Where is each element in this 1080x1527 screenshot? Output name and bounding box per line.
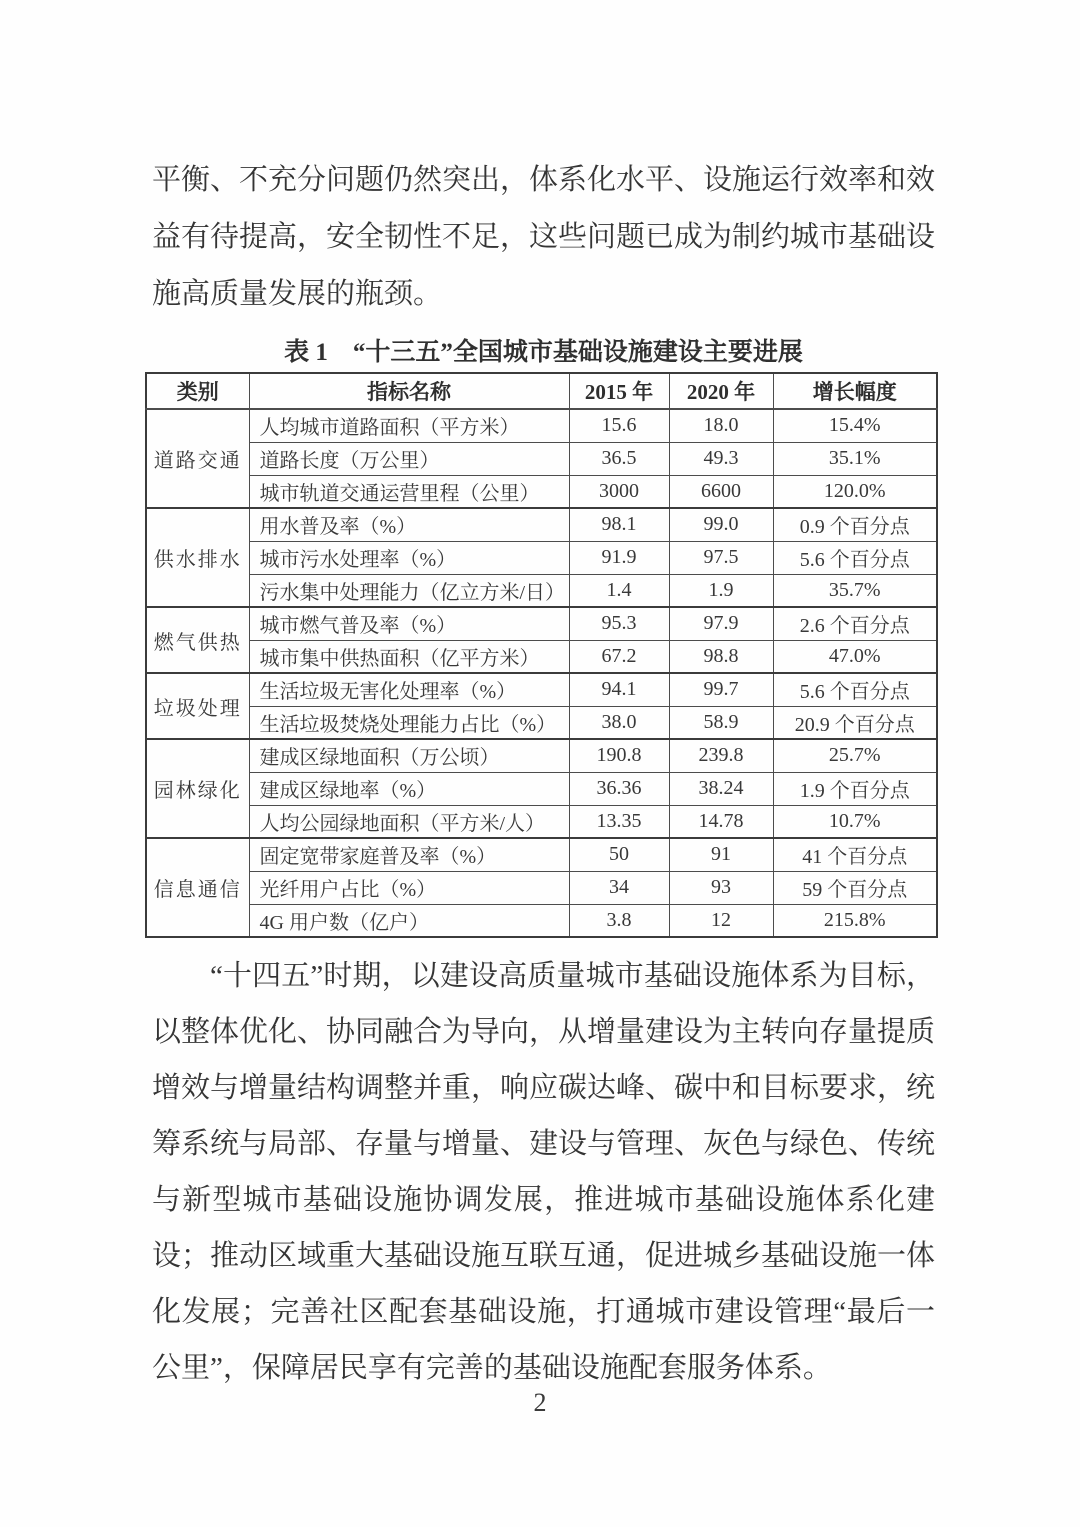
table-row (146, 805, 937, 838)
value-2020-cell: 58.9 (669, 706, 773, 739)
value-2015-cell: 34 (569, 871, 669, 904)
value-2015-cell: 13.35 (569, 805, 669, 838)
category-cell: 燃气供热 (146, 607, 249, 673)
table-row (146, 475, 937, 508)
value-2015-cell: 91.9 (569, 541, 669, 574)
value-2015-cell: 1.4 (569, 574, 669, 607)
table-header-row (146, 373, 937, 409)
text-line: 施高质量发展的瓶颈。 (152, 278, 443, 310)
indicator-cell: 污水集中处理能力（亿立方米/日） (249, 574, 569, 607)
value-2015-cell: 36.36 (569, 772, 669, 805)
indicator-cell: 人均城市道路面积（平方米） (249, 409, 569, 442)
table-row (146, 673, 937, 706)
value-2015-cell: 36.5 (569, 442, 669, 475)
indicator-cell: 生活垃圾无害化处理率（%） (249, 673, 569, 706)
indicator-cell: 4G 用户数（亿户） (249, 904, 569, 937)
category-cell: 道路交通 (146, 409, 249, 508)
value-2020-cell: 239.8 (669, 739, 773, 772)
paragraph-bottom (152, 948, 935, 1396)
value-2015-cell: 94.1 (569, 673, 669, 706)
indicator-cell: 城市污水处理率（%） (249, 541, 569, 574)
progress-table (145, 372, 938, 938)
value-2020-cell: 6600 (669, 475, 773, 508)
header-cell-2020: 2020 年 (669, 373, 773, 409)
category-cell: 信息通信 (146, 838, 249, 937)
value-2015-cell: 95.3 (569, 607, 669, 640)
growth-cell: 0.9 个百分点 (773, 508, 937, 541)
indicator-cell: 人均公园绿地面积（平方米/人） (249, 805, 569, 838)
indicator-cell: 建成区绿地率（%） (249, 772, 569, 805)
indicator-cell: 道路长度（万公里） (249, 442, 569, 475)
category-cell: 园林绿化 (146, 739, 249, 838)
table-row (146, 772, 937, 805)
table-title: 表 1 “十三五”全国城市基础设施建设主要进展 (284, 339, 803, 366)
text-line: 益有待提高，安全韧性不足，这些问题已成为制约城市基础设 (152, 221, 936, 253)
value-2020-cell: 14.78 (669, 805, 773, 838)
indicator-cell: 城市轨道交通运营里程（公里） (249, 475, 569, 508)
text-line: 设；推动区域重大基础设施互联互通，促进城乡基础设施一体 (152, 1240, 936, 1272)
table-row (146, 706, 937, 739)
value-2020-cell: 98.8 (669, 640, 773, 673)
header-cell-category: 类别 (146, 373, 249, 409)
growth-cell: 25.7% (773, 739, 937, 772)
indicator-cell: 固定宽带家庭普及率（%） (249, 838, 569, 871)
table-row (146, 739, 937, 772)
table-row (146, 607, 937, 640)
text-line: 筹系统与局部、存量与增量、建设与管理、灰色与绿色、传统 (152, 1128, 936, 1160)
growth-cell: 35.7% (773, 574, 937, 607)
indicator-cell: 光纤用户占比（%） (249, 871, 569, 904)
growth-cell: 15.4% (773, 409, 937, 442)
header-cell-2015: 2015 年 (569, 373, 669, 409)
indicator-cell: 城市集中供热面积（亿平方米） (249, 640, 569, 673)
text-line: “十四五”时期，以建设高质量城市基础设施体系为目标， (210, 960, 935, 992)
table-row (146, 904, 937, 937)
growth-cell: 41 个百分点 (773, 838, 937, 871)
indicator-cell: 城市燃气普及率（%） (249, 607, 569, 640)
text-line: 公里”，保障居民享有完善的基础设施配套服务体系。 (152, 1352, 832, 1384)
text-line: 平衡、不充分问题仍然突出，体系化水平、设施运行效率和效 (152, 164, 936, 196)
paragraph-top (152, 152, 935, 323)
value-2015-cell: 50 (569, 838, 669, 871)
page-number: 2 (533, 1388, 547, 1417)
value-2015-cell: 15.6 (569, 409, 669, 442)
value-2015-cell: 38.0 (569, 706, 669, 739)
text-line: 以整体优化、协同融合为导向，从增量建设为主转向存量提质 (152, 1016, 936, 1048)
value-2020-cell: 97.9 (669, 607, 773, 640)
indicator-cell: 生活垃圾焚烧处理能力占比（%） (249, 706, 569, 739)
table-row (146, 838, 937, 871)
growth-cell: 5.6 个百分点 (773, 541, 937, 574)
category-cell: 供水排水 (146, 508, 249, 607)
value-2020-cell: 97.5 (669, 541, 773, 574)
value-2020-cell: 38.24 (669, 772, 773, 805)
growth-cell: 10.7% (773, 805, 937, 838)
growth-cell: 59 个百分点 (773, 871, 937, 904)
growth-cell: 215.8% (773, 904, 937, 937)
table-row (146, 640, 937, 673)
growth-cell: 120.0% (773, 475, 937, 508)
value-2015-cell: 67.2 (569, 640, 669, 673)
table-row (146, 508, 937, 541)
value-2015-cell: 3.8 (569, 904, 669, 937)
table-row (146, 442, 937, 475)
value-2015-cell: 3000 (569, 475, 669, 508)
value-2020-cell: 49.3 (669, 442, 773, 475)
value-2020-cell: 93 (669, 871, 773, 904)
header-cell-indicator: 指标名称 (249, 373, 569, 409)
header-cell-growth: 增长幅度 (773, 373, 937, 409)
text-line: 增效与增量结构调整并重，响应碳达峰、碳中和目标要求，统 (152, 1072, 936, 1104)
growth-cell: 35.1% (773, 442, 937, 475)
value-2020-cell: 99.7 (669, 673, 773, 706)
growth-cell: 47.0% (773, 640, 937, 673)
growth-cell: 5.6 个百分点 (773, 673, 937, 706)
text-line: 化发展；完善社区配套基础设施，打通城市建设管理“最后一 (152, 1296, 935, 1328)
value-2020-cell: 18.0 (669, 409, 773, 442)
value-2020-cell: 12 (669, 904, 773, 937)
growth-cell: 20.9 个百分点 (773, 706, 937, 739)
table-row (146, 409, 937, 442)
growth-cell: 1.9 个百分点 (773, 772, 937, 805)
category-cell: 垃圾处理 (146, 673, 249, 739)
indicator-cell: 用水普及率（%） (249, 508, 569, 541)
indicator-cell: 建成区绿地面积（万公顷） (249, 739, 569, 772)
growth-cell: 2.6 个百分点 (773, 607, 937, 640)
value-2020-cell: 99.0 (669, 508, 773, 541)
table-row (146, 541, 937, 574)
value-2015-cell: 190.8 (569, 739, 669, 772)
text-line: 与新型城市基础设施协调发展，推进城市基础设施体系化建 (152, 1184, 935, 1216)
value-2015-cell: 98.1 (569, 508, 669, 541)
table-row (146, 574, 937, 607)
value-2020-cell: 91 (669, 838, 773, 871)
value-2020-cell: 1.9 (669, 574, 773, 607)
table-row (146, 871, 937, 904)
